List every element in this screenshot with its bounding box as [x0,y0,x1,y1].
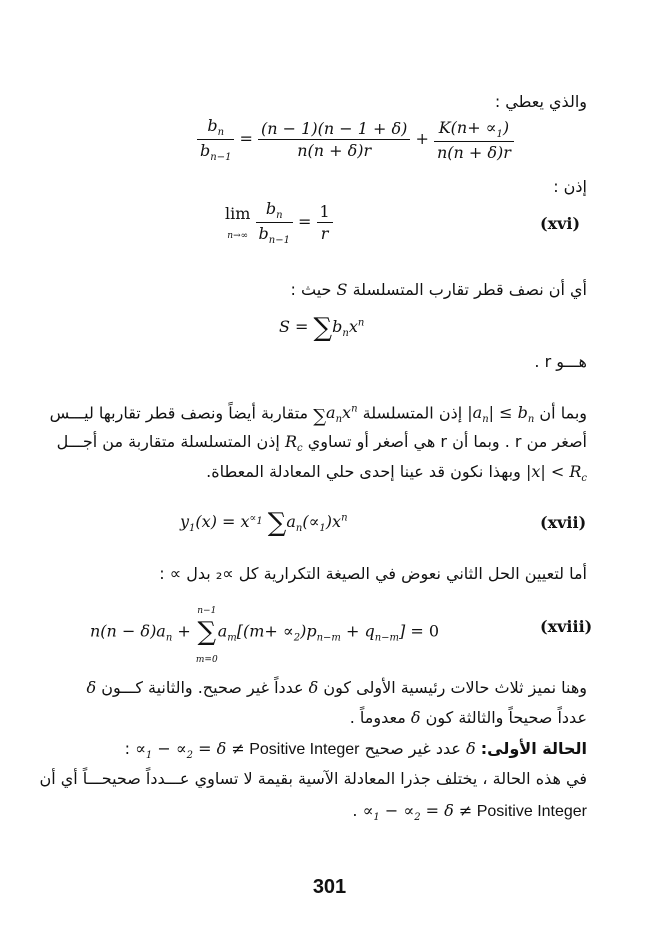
text-line: أي أن نصف قطر تقارب المتسلسلة S حيث : [290,280,587,299]
solution-equation: $y_1(x) = x^{\propto_1}$ $\sum a_n(\propto_1)x^n$ [180,508,348,538]
text-line: الحالة الأولى: δ عدد غير صحيح $\propto_1 - \propto_2 = \delta$ ≠ Positive Integer : [124,739,587,762]
text-line: وهنا نميز ثلاث حالات رئيسية الأولى كون δ عدداً غير صحيح. والثانية كـــون δ [86,678,587,697]
limit-equation: lim n→∞ $\frac{b_n}{b_{n-1}}$ = $\frac{1}{r}$ [225,199,333,246]
recurrence-equation: $n(n - \delta)a_n + n-1$ ∑ $m=0a_m[(m+ \propto_2)p_{n-m} + q_{n-m}] = 0$ [90,606,440,665]
series-equation: $S = \sum b_nx^n$ [279,313,365,343]
equation-label-xvi: (xvi) [540,214,581,233]
page-number: 301 [312,876,347,898]
equation-label-xvii: (xvii) [540,513,587,532]
text-line: أما لتعيين الحل الثاني نعوض في الصيغة التكرارية كل ∝₂ بدل ∝ : [159,564,587,583]
text-line: في هذه الحالة ، يختلف جذرا المعادلة الآسية بقيمة لا تساوي عـــدداً صحيحـــاً أي أن [39,769,587,788]
ratio-equation: $\frac{b_n}{b_{n-1}}$ = $\frac{(n - 1)(n - 1 + \delta)}{n(n + \delta)r}$ + $\frac{K(n+ \propto_1)}{n(n + \delta)r}$ [197,116,514,163]
text-line: $\propto_1 - \propto_2 = \delta$ ≠ Positive Integer . [352,801,587,824]
text-line: والذي يعطي : [494,92,587,111]
text-line: هـــو r . [534,352,587,371]
text-line: $|x| < R_c$ وبهذا نكون قد عينا إحدى حلي المعادلة المعطاة. [206,462,587,485]
text-line: عدداً صحيحاً والثالثة كون δ معدوماً . [349,708,587,727]
text-line: أصغر من r . وبما أن r هي أصغر أو تساوي $R_c$ إذن المتسلسلة متقاربة من أجـــل [56,432,587,455]
equation-label-xviii: (xviii) [540,617,593,636]
text-line: وبما أن $|a_n| \le b_n$ إذن المتسلسلة $\sum a_nx^n$ متقاربة أيضاً ونصف قطر تقاربها ليـــس [49,403,587,428]
text-line: إذن : [553,177,587,196]
